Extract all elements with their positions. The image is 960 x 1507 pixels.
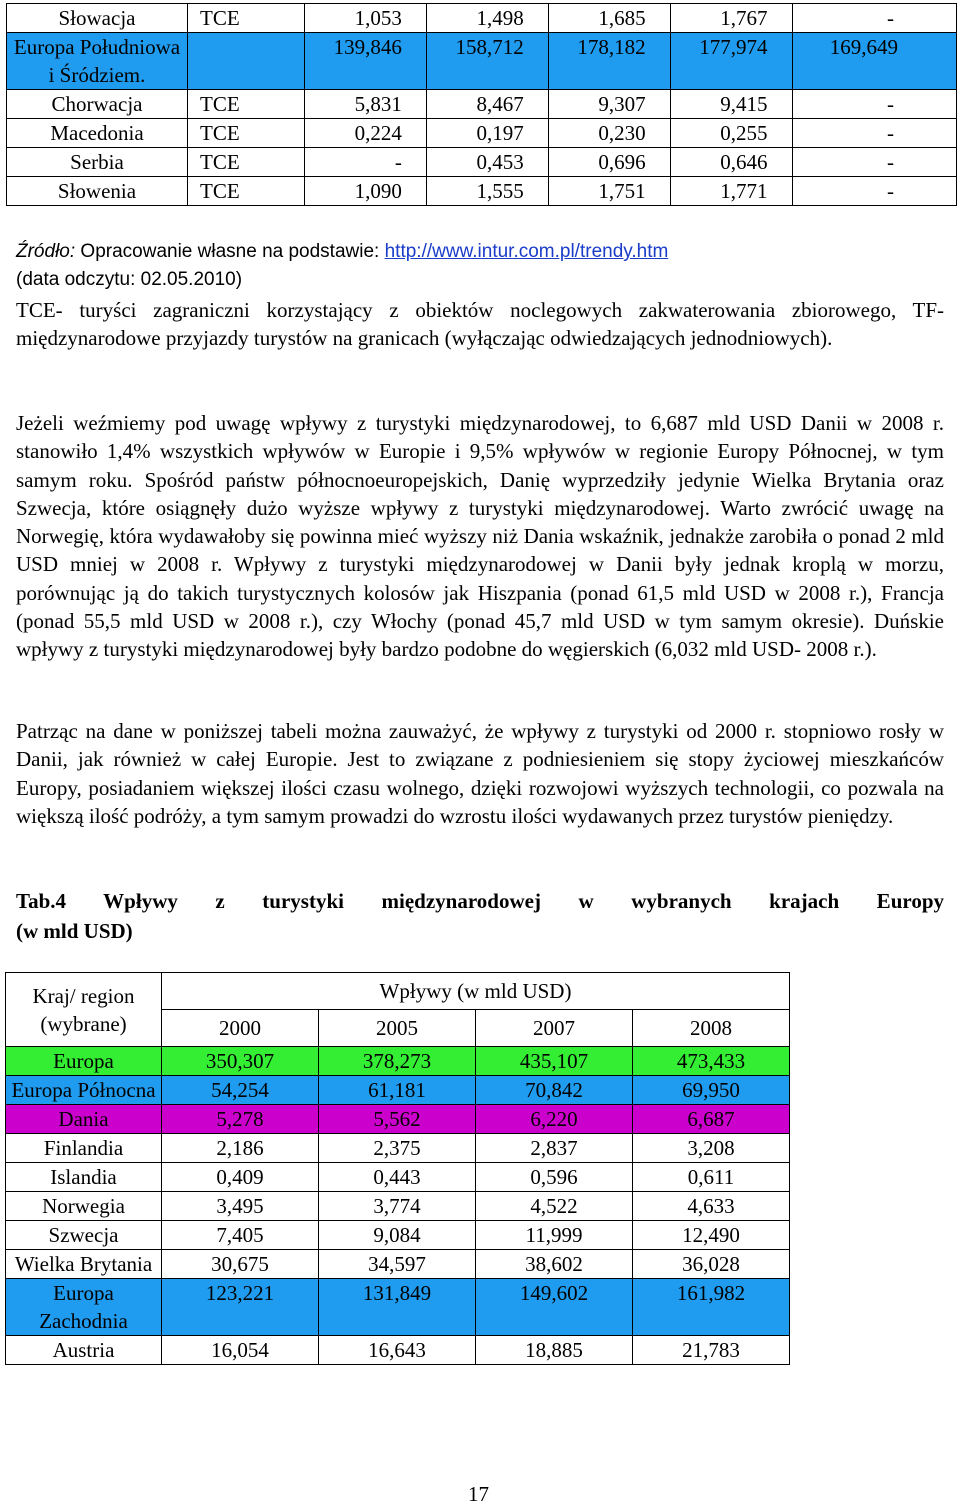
- value-cell: 1,771: [670, 177, 792, 206]
- country-cell: Europa Południowa i Śródziem.: [7, 33, 188, 90]
- type-cell: TCE: [188, 4, 305, 33]
- value-cell: -: [305, 148, 427, 177]
- value-cell: 5,278: [162, 1105, 319, 1134]
- country-cell: Chorwacja: [7, 90, 188, 119]
- top-table-row: [7, 90, 957, 119]
- value-cell: 4,522: [476, 1192, 633, 1221]
- region-cell: Islandia: [6, 1163, 162, 1192]
- type-cell: TCE: [188, 177, 305, 206]
- value-cell: 0,224: [305, 119, 427, 148]
- top-table-row: [7, 177, 957, 206]
- value-cell: 473,433: [633, 1047, 790, 1076]
- paragraph-1: Jeżeli weźmiemy pod uwagę wpływy z turystyki międzynarodowej, to 6,687 mld USD Danii w 2008 r. stanowiło 1,4% wszystkich wpływów w Europie i 9,5% wpływów w regionie Europy Północnej, w tym samym roku. Spośród państw północnoeuropejskich, Danię wyprzedziły jedynie Wielka Brytania oraz Szwecja, które osiągnęły dużo wyższe wpływy z turystyki międzynarodowej. Warto zwrócić uwagę na Norwegię, która wydawałoby się powinna mieć wyższy niż Dania wskaźnik, jednakże zarobiła o ponad 2 mld USD mniej w 2008 r. Wpływy z turystyki międzynarodowej w Danii były jednak kroplą w morzu, porównując ją do takich turystycznych kolosów jak Hiszpania (ponad 61,5 mld USD w 2008 r.), Francja (ponad 55,5 mld USD w 2008 r.), czy Włochy (ponad 45,7 mld USD w tym samym okresie). Duńskie wpływy z turystyki międzynarodowej były bardzo podobne do węgierskich (6,032 mld USD- 2008 r.).: [16, 411, 944, 662]
- table-row: [6, 1076, 790, 1105]
- value-cell: 16,054: [162, 1336, 319, 1365]
- table-row: [6, 1105, 790, 1134]
- value-cell: 54,254: [162, 1076, 319, 1105]
- table-row: [6, 1336, 790, 1365]
- type-cell: TCE: [188, 148, 305, 177]
- value-cell: 0,443: [319, 1163, 476, 1192]
- region-cell: Europa Północna: [6, 1076, 162, 1105]
- paragraph-2: Patrząc na dane w poniższej tabeli można zauważyć, że wpływy z turystyki od 2000 r. stopniowo rosły w Danii, jak również w całej Europie. Jest to związane z podniesieniem się stopy życiowej mieszkańców Europy, posiadaniem większej ilości czasu wolnego, dzięki rozwojowi wyższych technologii, co pozwala na większą ilość podróży, a tym samym prowadzi do wzrostu ilości wydawanych przez turystów pieniędzy.: [16, 719, 944, 828]
- year-header: 2007: [476, 1010, 633, 1047]
- source-note: [16, 238, 946, 294]
- value-cell: 0,197: [426, 119, 548, 148]
- region-cell: Austria: [6, 1336, 162, 1365]
- corner-header: Kraj/ region (wybrane): [6, 973, 162, 1047]
- value-cell: 2,186: [162, 1134, 319, 1163]
- value-cell: 1,053: [305, 4, 427, 33]
- source-text: Opracowanie własne na podstawie:: [75, 241, 385, 262]
- year-header: 2008: [633, 1010, 790, 1047]
- table-row: [6, 1221, 790, 1250]
- table-row: [6, 1047, 790, 1076]
- value-cell: -: [792, 148, 957, 177]
- source-label: Źródło:: [16, 241, 76, 262]
- region-cell: Szwecja: [6, 1221, 162, 1250]
- page-number: 17: [468, 1482, 489, 1506]
- value-cell: 2,837: [476, 1134, 633, 1163]
- type-cell: TCE: [188, 90, 305, 119]
- value-cell: 16,643: [319, 1336, 476, 1365]
- region-cell: Dania: [6, 1105, 162, 1134]
- value-cell: 177,974: [670, 33, 792, 90]
- value-cell: 435,107: [476, 1047, 633, 1076]
- value-cell: 350,307: [162, 1047, 319, 1076]
- value-cell: 9,084: [319, 1221, 476, 1250]
- value-cell: 0,255: [670, 119, 792, 148]
- type-cell: TCE: [188, 119, 305, 148]
- value-cell: 4,633: [633, 1192, 790, 1221]
- source-date: (data odczytu: 02.05.2010): [16, 269, 243, 290]
- value-cell: 61,181: [319, 1076, 476, 1105]
- top-table-row: [7, 33, 957, 90]
- group-header: Wpływy (w mld USD): [162, 973, 790, 1010]
- value-cell: -: [792, 4, 957, 33]
- table-caption-unit: (w mld USD): [16, 919, 133, 943]
- value-cell: 36,028: [633, 1250, 790, 1279]
- table-row: [6, 1250, 790, 1279]
- value-cell: 169,649: [792, 33, 957, 90]
- value-cell: 0,409: [162, 1163, 319, 1192]
- top-table: [6, 3, 957, 206]
- value-cell: 9,415: [670, 90, 792, 119]
- value-cell: 70,842: [476, 1076, 633, 1105]
- value-cell: 1,498: [426, 4, 548, 33]
- table-caption: Tab.4 Wpływy z turystyki międzynarodowej w wybranych krajach Europy: [16, 889, 944, 913]
- value-cell: 3,208: [633, 1134, 790, 1163]
- table-row: [6, 1163, 790, 1192]
- year-header: 2000: [162, 1010, 319, 1047]
- top-table-row: [7, 148, 957, 177]
- value-cell: 6,220: [476, 1105, 633, 1134]
- value-cell: 0,596: [476, 1163, 633, 1192]
- value-cell: 0,453: [426, 148, 548, 177]
- value-cell: 9,307: [548, 90, 670, 119]
- value-cell: -: [792, 177, 957, 206]
- value-cell: 178,182: [548, 33, 670, 90]
- value-cell: 149,602: [476, 1279, 633, 1336]
- value-cell: 34,597: [319, 1250, 476, 1279]
- region-cell: Wielka Brytania: [6, 1250, 162, 1279]
- value-cell: 1,555: [426, 177, 548, 206]
- value-cell: 0,611: [633, 1163, 790, 1192]
- value-cell: 3,774: [319, 1192, 476, 1221]
- value-cell: 12,490: [633, 1221, 790, 1250]
- value-cell: 38,602: [476, 1250, 633, 1279]
- value-cell: 0,646: [670, 148, 792, 177]
- value-cell: 3,495: [162, 1192, 319, 1221]
- tourism-receipts-table: [5, 972, 790, 1365]
- table-row: [6, 1134, 790, 1163]
- region-cell: Norwegia: [6, 1192, 162, 1221]
- value-cell: 2,375: [319, 1134, 476, 1163]
- table-row: [6, 1279, 790, 1336]
- value-cell: 1,090: [305, 177, 427, 206]
- type-cell: [188, 33, 305, 90]
- value-cell: 7,405: [162, 1221, 319, 1250]
- country-cell: Macedonia: [7, 119, 188, 148]
- value-cell: 30,675: [162, 1250, 319, 1279]
- value-cell: 6,687: [633, 1105, 790, 1134]
- region-cell: Europa Zachodnia: [6, 1279, 162, 1336]
- value-cell: 139,846: [305, 33, 427, 90]
- value-cell: 1,751: [548, 177, 670, 206]
- value-cell: 8,467: [426, 90, 548, 119]
- top-table-row: [7, 4, 957, 33]
- value-cell: 5,562: [319, 1105, 476, 1134]
- top-table-row: [7, 119, 957, 148]
- value-cell: 158,712: [426, 33, 548, 90]
- country-cell: Serbia: [7, 148, 188, 177]
- value-cell: -: [792, 90, 957, 119]
- year-header: 2005: [319, 1010, 476, 1047]
- value-cell: 21,783: [633, 1336, 790, 1365]
- value-cell: 5,831: [305, 90, 427, 119]
- table-row: [6, 1192, 790, 1221]
- country-cell: Słowenia: [7, 177, 188, 206]
- region-cell: Finlandia: [6, 1134, 162, 1163]
- value-cell: 123,221: [162, 1279, 319, 1336]
- value-cell: 161,982: [633, 1279, 790, 1336]
- region-cell: Europa: [6, 1047, 162, 1076]
- value-cell: 18,885: [476, 1336, 633, 1365]
- country-cell: Słowacja: [7, 4, 188, 33]
- value-cell: 69,950: [633, 1076, 790, 1105]
- source-link[interactable]: http://www.intur.com.pl/trendy.htm: [384, 241, 669, 262]
- value-cell: 131,849: [319, 1279, 476, 1336]
- value-cell: 1,685: [548, 4, 670, 33]
- value-cell: 1,767: [670, 4, 792, 33]
- value-cell: 0,230: [548, 119, 670, 148]
- value-cell: 11,999: [476, 1221, 633, 1250]
- definitions-text: TCE- turyści zagraniczni korzystający z obiektów noclegowych zakwaterowania zbiorowego, TF- międzynarodowe przyjazdy turystów na granicach (wyłączając odwiedzających jednodniowych).: [16, 298, 944, 351]
- value-cell: 0,696: [548, 148, 670, 177]
- value-cell: 378,273: [319, 1047, 476, 1076]
- value-cell: -: [792, 119, 957, 148]
